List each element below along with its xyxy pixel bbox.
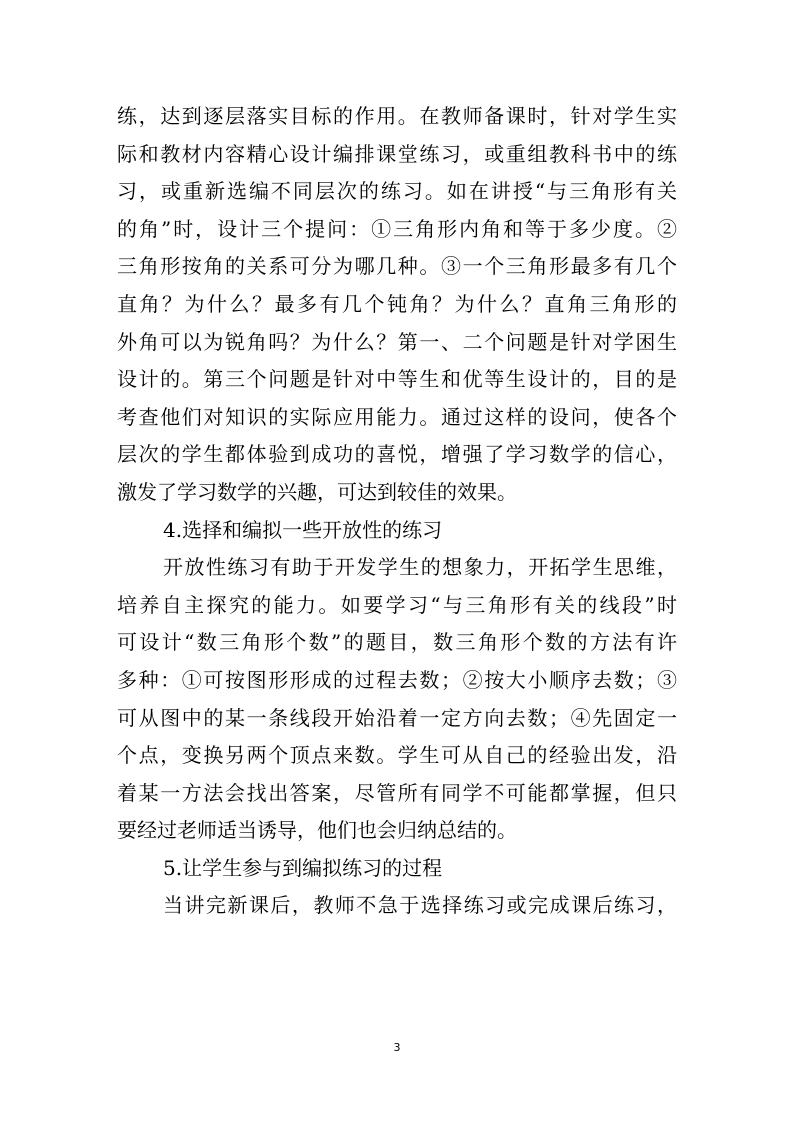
text-line: 层次的学生都体验到成功的喜悦，增强了学习数学的信心，	[117, 442, 677, 467]
section-heading: 5.让学生参与到编拟练习的过程	[163, 855, 443, 880]
text-line: 直角？为什么？最多有几个钝角？为什么？直角三角形的	[117, 291, 677, 316]
text-line: 开放性练习有助于开发学生的想象力，开拓学生思维，	[163, 555, 677, 580]
text-line: 当讲完新课后，教师不急于选择练习或完成课后练习，	[163, 893, 677, 918]
body-text	[117, 98, 677, 925]
text-line: 练，达到逐层落实目标的作用。在教师备课时，针对学生实	[117, 104, 677, 128]
page-number: 3	[393, 1041, 401, 1054]
text-line: 培养自主探究的能力。如要学习“与三角形有关的线段”时	[117, 592, 677, 617]
text-line: 外角可以为锐角吗？为什么？第一、二个问题是针对学困生	[117, 329, 677, 354]
text-line: 要经过老师适当诱导，他们也会归纳总结的。	[117, 818, 517, 843]
section-heading: 4.选择和编拟一些开放性的练习	[163, 517, 443, 542]
text-line: 际和教材内容精心设计编排课堂练习，或重组教科书中的练	[117, 141, 677, 166]
text-line: 设计的。第三个问题是针对中等生和优等生设计的，目的是	[117, 367, 677, 392]
text-line: 的角”时，设计三个提问：①三角形内角和等于多少度。②	[117, 216, 677, 241]
text-line: 考查他们对知识的实际应用能力。通过这样的设问，使各个	[117, 404, 677, 429]
text-line: 习，或重新选编不同层次的练习。如在讲授“与三角形有关	[117, 179, 677, 204]
text-line: 可设计“数三角形个数”的题目，数三角形个数的方法有许	[117, 630, 677, 655]
text-line: 可从图中的某一条线段开始沿着一定方向去数；④先固定一	[117, 705, 677, 730]
text-line: 个点，变换另两个顶点来数。学生可从自己的经验出发，沿	[117, 743, 677, 768]
text-line: 激发了学习数学的兴趣，可达到较佳的效果。	[117, 479, 517, 504]
text-line: 多种：①可按图形形成的过程去数；②按大小顺序去数；③	[117, 667, 677, 692]
text-line: 着某一方法会找出答案，尽管所有同学不可能都掌握，但只	[117, 780, 677, 805]
text-line: 三角形按角的关系可分为哪几种。③一个三角形最多有几个	[117, 254, 677, 279]
